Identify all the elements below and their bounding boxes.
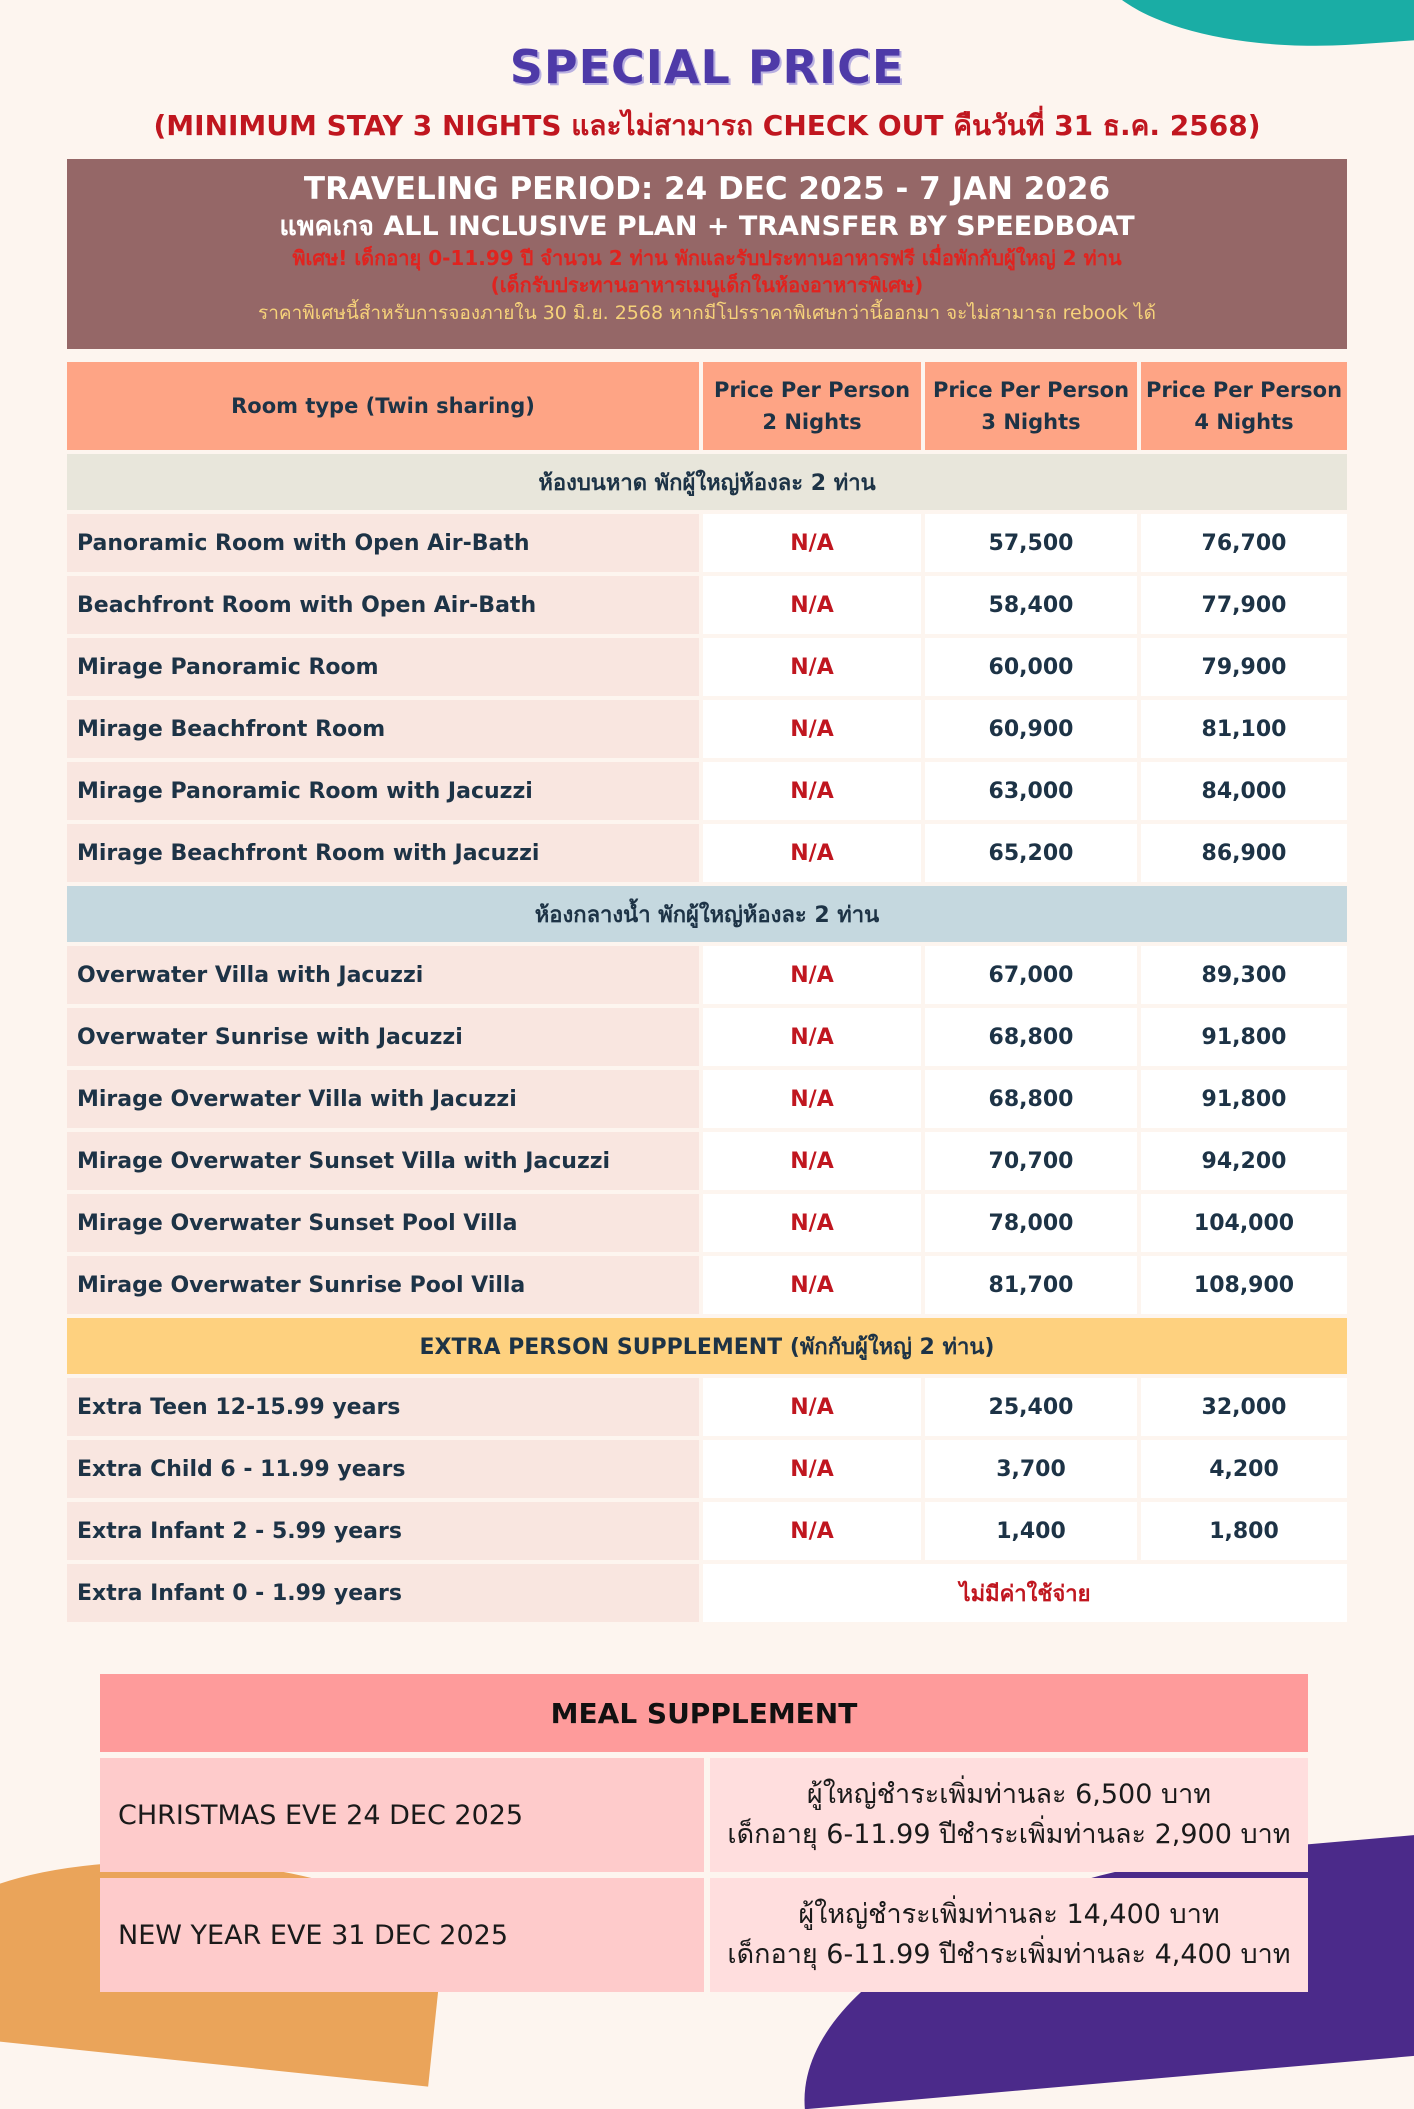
col-header-4-nights: Price Per Person 4 Nights (1137, 362, 1347, 450)
meal-supplement-header: MEAL SUPPLEMENT (100, 1674, 1308, 1752)
price-table (67, 358, 1347, 1626)
page-subtitle: (MINIMUM STAY 3 NIGHTS และไม่สามารถ CHECK OUT คืนวันที่ 31 ธ.ค. 2568) (153, 109, 1261, 142)
table-header-row (67, 362, 1347, 450)
section-overwater-rooms: ห้องกลางน้ำ พักผู้ใหญ่ห้องละ 2 ท่าน (67, 886, 1347, 942)
meal-row-new-year (100, 1878, 1308, 1992)
table-row: Extra Child 6 - 11.99 years N/A 3,700 4,200 (67, 1440, 1347, 1498)
table-row: Mirage Overwater Sunrise Pool Villa N/A 81,700 108,900 (67, 1256, 1347, 1314)
meal-price: ผู้ใหญ่ชำระเพิ่มท่านละ 14,400 บาท เด็กอายุ 6-11.99 ปีชำระเพิ่มท่านละ 4,400 บาท (704, 1878, 1308, 1992)
traveling-period: TRAVELING PERIOD: 24 DEC 2025 - 7 JAN 2026 (303, 171, 1111, 207)
table-row: Extra Infant 2 - 5.99 years N/A 1,400 1,800 (67, 1502, 1347, 1560)
meal-price: ผู้ใหญ่ชำระเพิ่มท่านละ 6,500 บาท เด็กอายุ 6-11.99 ปีชำระเพิ่มท่านละ 2,900 บาท (704, 1758, 1308, 1872)
booking-note: ราคาพิเศษนี้สำหรับการจองภายใน 30 มิ.ย. 2568 หากมีโปรราคาพิเศษกว่านี้ออกมา จะไม่สามารถ rebook ได้ (257, 302, 1156, 324)
col-header-2-nights: Price Per Person 2 Nights (699, 362, 921, 450)
table-row: Mirage Panoramic Room with Jacuzzi N/A 63,000 84,000 (67, 762, 1347, 820)
table-row: Overwater Sunrise with Jacuzzi N/A 68,800 91,800 (67, 1008, 1347, 1066)
col-header-room-type: Room type (Twin sharing) (67, 362, 699, 450)
section-beach-rooms: ห้องบนหาด พักผู้ใหญ่ห้องละ 2 ท่าน (67, 454, 1347, 510)
table-row: Mirage Overwater Sunset Pool Villa N/A 78,000 104,000 (67, 1194, 1347, 1252)
table-row: Overwater Villa with Jacuzzi N/A 67,000 89,300 (67, 946, 1347, 1004)
page-title: SPECIAL PRICE (509, 40, 905, 94)
section-extra-person: EXTRA PERSON SUPPLEMENT (พักกับผู้ใหญ่ 2 ท่าน) (67, 1318, 1347, 1374)
table-row-infant-free: Extra Infant 0 - 1.99 years ไม่มีค่าใช้จ่าย (67, 1564, 1347, 1622)
table-row: Mirage Overwater Sunset Villa with Jacuzzi N/A 70,700 94,200 (67, 1132, 1347, 1190)
table-row: Mirage Panoramic Room N/A 60,000 79,900 (67, 638, 1347, 696)
table-row: Beachfront Room with Open Air-Bath N/A 58,400 77,900 (67, 576, 1347, 634)
meal-event: NEW YEAR EVE 31 DEC 2025 (100, 1878, 704, 1992)
package-name: แพคเกจ ALL INCLUSIVE PLAN + TRANSFER BY SPEEDBOAT (279, 211, 1135, 242)
table-row: Mirage Beachfront Room with Jacuzzi N/A 65,200 86,900 (67, 824, 1347, 882)
meal-row-christmas (100, 1758, 1308, 1872)
meal-event: CHRISTMAS EVE 24 DEC 2025 (100, 1758, 704, 1872)
meal-supplement-table (100, 1668, 1308, 1998)
col-header-3-nights: Price Per Person 3 Nights (921, 362, 1137, 450)
traveling-period-banner (67, 159, 1347, 349)
table-row: Mirage Beachfront Room N/A 60,900 81,100 (67, 700, 1347, 758)
kids-meal-note: (เด็กรับประทานอาหารเมนูเด็กในห้องอาหารพิเศษ) (490, 273, 924, 297)
table-row: Mirage Overwater Villa with Jacuzzi N/A 68,800 91,800 (67, 1070, 1347, 1128)
special-offer: พิเศษ! เด็กอายุ 0-11.99 ปี จำนวน 2 ท่าน พักและรับประทานอาหารฟรี เมื่อพักกับผู้ใหญ่ 2 ท่าน (292, 246, 1122, 270)
free-of-charge-label: ไม่มีค่าใช้จ่าย (699, 1564, 1347, 1622)
table-row: Panoramic Room with Open Air-Bath N/A 57,500 76,700 (67, 514, 1347, 572)
table-row: Extra Teen 12-15.99 years N/A 25,400 32,000 (67, 1378, 1347, 1436)
